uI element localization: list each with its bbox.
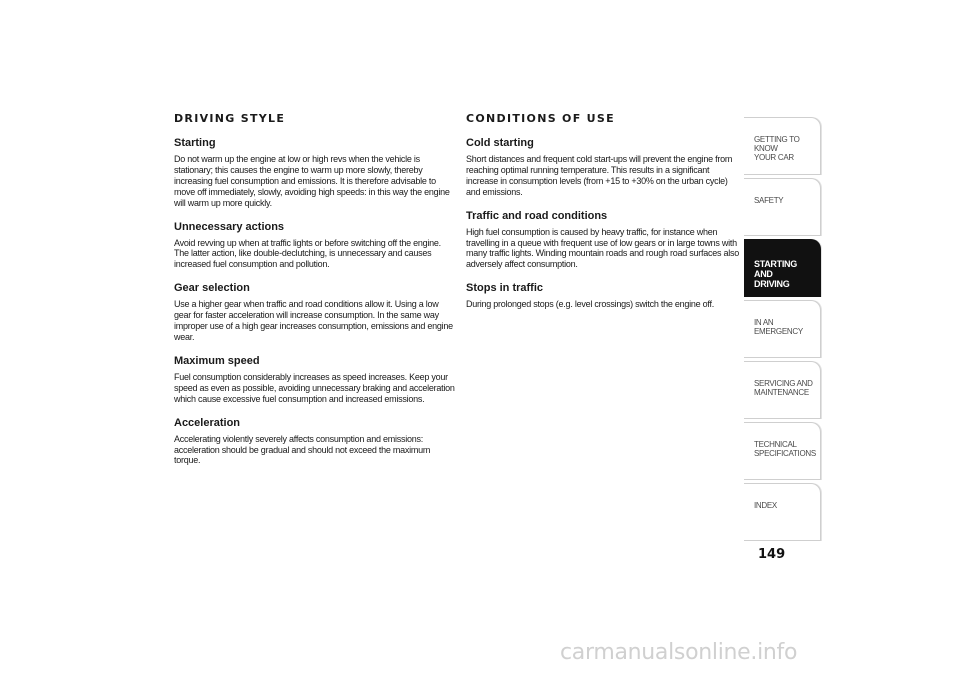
paragraph-gear-selection: Use a higher gear when traffic and road conditions allow it. Using a low gear for faster acceleration will increase consumption. In the same way improper use of a high gear increases consumption, emissions and engine wear. bbox=[174, 299, 453, 342]
tab-in-an-emergency[interactable] bbox=[744, 300, 821, 358]
chapter-tabs bbox=[744, 117, 821, 544]
tab-servicing-and-maintenance[interactable] bbox=[744, 361, 821, 419]
subheading-maximum-speed: Maximum speed bbox=[174, 354, 260, 367]
section-heading-driving-style: DRIVING STYLE bbox=[174, 112, 286, 125]
paragraph-starting: Do not warm up the engine at low or high revs when the vehicle is stationary; this causes the engine to warm up more slowly, thereby increasing fuel consumption and emissions. It is therefore advisable to move off immediately, slowly, avoiding high speeds: in this way the engine will warm up more quickly. bbox=[174, 154, 450, 208]
tab-label: IN AN EMERGENCY bbox=[754, 318, 803, 336]
page-number: 149 bbox=[758, 547, 786, 562]
tab-label: INDEX bbox=[754, 501, 777, 510]
watermark: carmanualsonline.info bbox=[560, 640, 798, 665]
paragraph-maximum-speed: Fuel consumption considerably increases as speed increases. Keep your speed as even as possible, avoiding unnecessary braking and acceleration which cause excessive fuel consumption and increased emissions. bbox=[174, 371, 455, 404]
subheading-stops-in-traffic: Stops in traffic bbox=[466, 282, 544, 295]
tab-index[interactable] bbox=[744, 483, 821, 541]
subheading-traffic-road-conditions: Traffic and road conditions bbox=[466, 209, 608, 222]
tab-getting-to-know-your-car[interactable] bbox=[744, 117, 821, 175]
tab-label: SAFETY bbox=[754, 196, 784, 205]
tab-label: GETTING TO KNOW YOUR CAR bbox=[754, 135, 800, 162]
right-column bbox=[466, 112, 742, 322]
subheading-acceleration: Acceleration bbox=[174, 416, 241, 429]
paragraph-stops-in-traffic: During prolonged stops (e.g. level crossings) switch the engine off. bbox=[466, 299, 714, 310]
paragraph-unnecessary-actions: Avoid revving up when at traffic lights or before switching off the engine. The latter action, like double-declutching, is unnecessary and causes increased fuel consumption and pollution. bbox=[174, 237, 441, 270]
tab-technical-specifications[interactable] bbox=[744, 422, 821, 480]
left-column bbox=[174, 112, 456, 478]
paragraph-cold-starting: Short distances and frequent cold start-ups will prevent the engine from reaching optimal running temperature. This results in a significant increase in consumption levels (from +15 to +30% on the urban cycle) and emissions. bbox=[466, 154, 733, 197]
paragraph-acceleration: Accelerating violently severely affects consumption and emissions: acceleration should be gradual and should not exceed the maximum torque. bbox=[174, 433, 431, 466]
tab-label: SERVICING AND MAINTENANCE bbox=[754, 379, 813, 397]
section-heading-conditions-of-use: CONDITIONS OF USE bbox=[466, 112, 615, 125]
subheading-cold-starting: Cold starting bbox=[466, 137, 534, 149]
subheading-unnecessary-actions: Unnecessary actions bbox=[174, 220, 285, 233]
subheading-starting: Starting bbox=[174, 137, 216, 149]
paragraph-traffic-road-conditions: High fuel consumption is caused by heavy traffic, for instance when travelling in a queue with frequent use of low gears or in large towns with many traffic lights. Winding mountain roads and rough road surfaces also adversely affect consumption. bbox=[466, 226, 739, 270]
tab-label: STARTING AND DRIVING bbox=[754, 259, 797, 289]
tab-starting-and-driving[interactable] bbox=[744, 239, 821, 297]
subheading-gear-selection: Gear selection bbox=[174, 282, 250, 295]
tab-label: TECHNICAL SPECIFICATIONS bbox=[754, 440, 816, 458]
tab-safety[interactable] bbox=[744, 178, 821, 236]
